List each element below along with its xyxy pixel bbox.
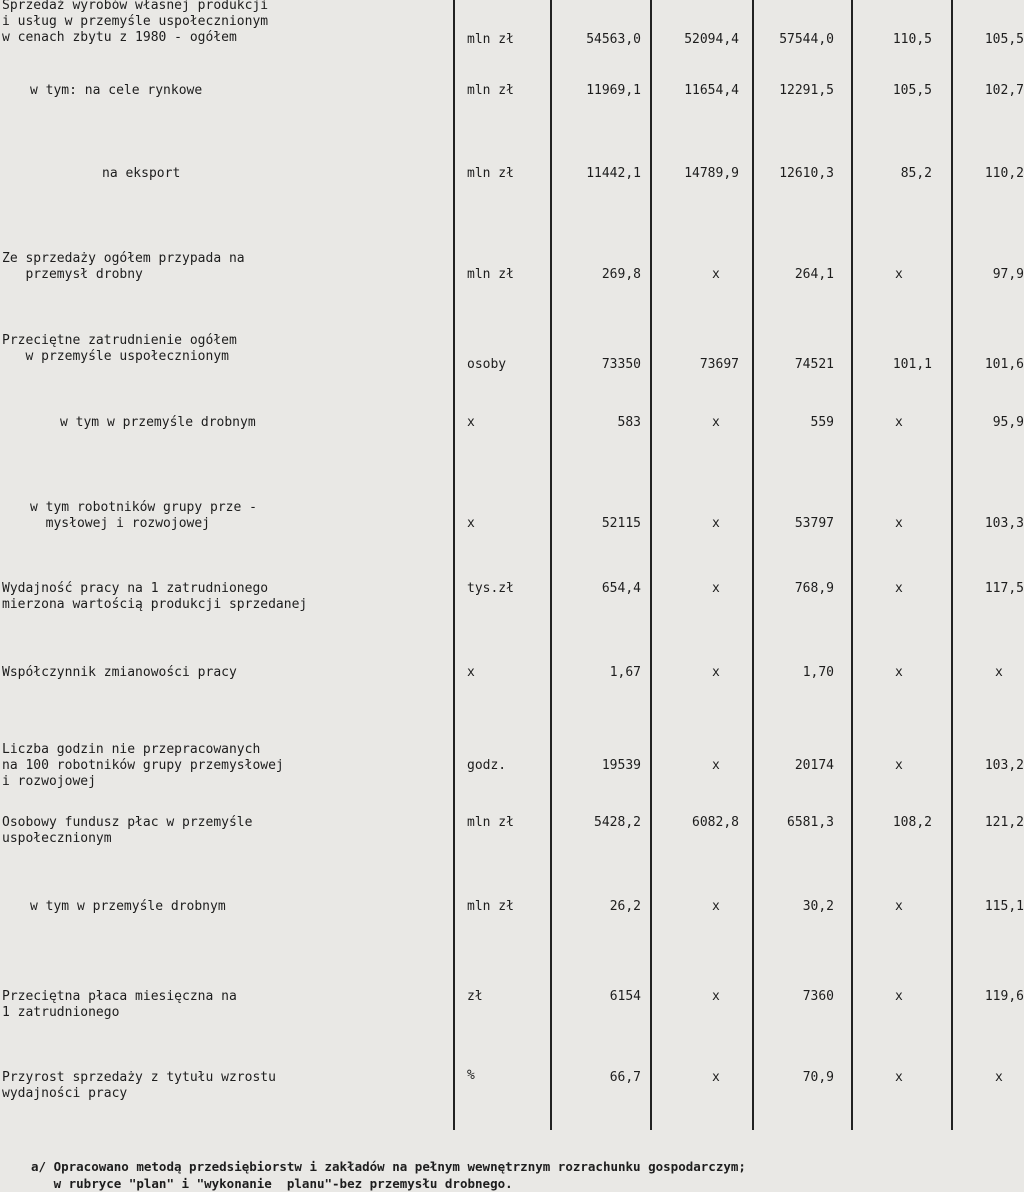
unit-cell: mln zł xyxy=(467,83,514,98)
value-cell: x xyxy=(895,415,903,430)
value-cell: 6154 xyxy=(609,989,641,1004)
unit-cell: mln zł xyxy=(467,166,514,181)
unit-cell: % xyxy=(467,1068,475,1083)
unit-cell: mln zł xyxy=(467,899,514,914)
value-cell: 117,5 xyxy=(984,581,1024,596)
column-rule xyxy=(951,0,953,1130)
value-cell: x xyxy=(712,665,720,680)
value-cell: 1,67 xyxy=(609,665,641,680)
value-cell: x xyxy=(895,989,903,1004)
column-rule xyxy=(550,0,552,1130)
value-cell: 6082,8 xyxy=(692,815,739,830)
row-label: na eksport xyxy=(102,166,181,181)
row-label: w tym: na cele rynkowe xyxy=(30,83,203,98)
value-cell: 264,1 xyxy=(794,267,834,282)
row-label: w tym w przemyśle drobnym xyxy=(30,899,226,914)
value-cell: 101,1 xyxy=(892,357,932,372)
value-cell: 30,2 xyxy=(802,899,834,914)
value-cell: 66,7 xyxy=(609,1070,641,1085)
value-cell: 102,7 xyxy=(984,83,1024,98)
row-label: Wydajność pracy na 1 zatrudnionego mierzona wartością produkcji sprzedanej xyxy=(2,581,308,612)
value-cell: 11442,1 xyxy=(586,166,641,181)
value-cell: 110,2 xyxy=(984,166,1024,181)
value-cell: x xyxy=(712,1070,720,1085)
row-label: w tym w przemyśle drobnym xyxy=(60,415,256,430)
value-cell: 559 xyxy=(810,415,834,430)
value-cell: 53797 xyxy=(794,516,834,531)
value-cell: 654,4 xyxy=(601,581,641,596)
value-cell: 85,2 xyxy=(900,166,932,181)
value-cell: x xyxy=(712,899,720,914)
value-cell: 11654,4 xyxy=(684,83,739,98)
unit-cell: mln zł xyxy=(467,267,514,282)
row-label: Przeciętne zatrudnienie ogółem w przemyśle uspołecznionym xyxy=(2,333,237,364)
value-cell: 14789,9 xyxy=(684,166,739,181)
value-cell: x xyxy=(995,1070,1003,1085)
value-cell: x xyxy=(895,899,903,914)
value-cell: 73350 xyxy=(601,357,641,372)
column-rule xyxy=(453,0,455,1130)
column-rule xyxy=(752,0,754,1130)
value-cell: 768,9 xyxy=(794,581,834,596)
value-cell: 583 xyxy=(617,415,641,430)
value-cell: 110,5 xyxy=(892,32,932,47)
row-label: Przeciętna płaca miesięczna na 1 zatrudnionego xyxy=(2,989,237,1020)
value-cell: x xyxy=(995,665,1003,680)
row-label: Współczynnik zmianowości pracy xyxy=(2,665,237,680)
value-cell: x xyxy=(712,989,720,1004)
unit-cell: mln zł xyxy=(467,32,514,47)
value-cell: 20174 xyxy=(794,758,834,773)
value-cell: 73697 xyxy=(699,357,739,372)
row-label: Przyrost sprzedaży z tytułu wzrostu wydajności pracy xyxy=(2,1070,276,1101)
value-cell: 12291,5 xyxy=(779,83,834,98)
value-cell: 12610,3 xyxy=(779,166,834,181)
unit-cell: x xyxy=(467,516,475,531)
value-cell: 101,6 xyxy=(984,357,1024,372)
value-cell: x xyxy=(712,516,720,531)
value-cell: x xyxy=(712,267,720,282)
unit-cell: x xyxy=(467,415,475,430)
unit-cell: godz. xyxy=(467,758,507,773)
value-cell: 19539 xyxy=(601,758,641,773)
value-cell: 7360 xyxy=(802,989,834,1004)
row-label: w tym robotników grupy prze - mysłowej i rozwojowej xyxy=(30,500,257,531)
value-cell: 5428,2 xyxy=(594,815,641,830)
row-label: Sprzedaż wyrobów własnej produkcji i usług w przemyśle uspołecznionym w cenach zbytu z 1980 - ogółem xyxy=(2,0,269,45)
row-label: Osobowy fundusz płac w przemyśle uspołecznionym xyxy=(2,815,253,846)
value-cell: x xyxy=(895,1070,903,1085)
value-cell: 52094,4 xyxy=(684,32,739,47)
value-cell: 57544,0 xyxy=(779,32,834,47)
value-cell: x xyxy=(712,758,720,773)
value-cell: x xyxy=(895,758,903,773)
column-rule xyxy=(650,0,652,1130)
value-cell: x xyxy=(895,267,903,282)
value-cell: 95,9 xyxy=(992,415,1024,430)
value-cell: 105,5 xyxy=(892,83,932,98)
value-cell: 6581,3 xyxy=(787,815,834,830)
unit-cell: tys.zł xyxy=(467,581,514,596)
value-cell: 74521 xyxy=(794,357,834,372)
value-cell: 269,8 xyxy=(601,267,641,282)
value-cell: 103,3 xyxy=(984,516,1024,531)
value-cell: 108,2 xyxy=(892,815,932,830)
value-cell: 105,5 xyxy=(984,32,1024,47)
value-cell: x xyxy=(895,665,903,680)
value-cell: x xyxy=(895,516,903,531)
value-cell: x xyxy=(712,581,720,596)
value-cell: 121,2 xyxy=(984,815,1024,830)
unit-cell: x xyxy=(467,665,475,680)
unit-cell: mln zł xyxy=(467,815,514,830)
value-cell: 52115 xyxy=(601,516,641,531)
value-cell: 11969,1 xyxy=(586,83,641,98)
row-label: Liczba godzin nie przepracowanych na 100 robotników grupy przemysłowej i rozwojowej xyxy=(2,742,284,789)
column-rule xyxy=(851,0,853,1130)
value-cell: 70,9 xyxy=(802,1070,834,1085)
value-cell: 1,70 xyxy=(802,665,834,680)
value-cell: x xyxy=(712,415,720,430)
footnote: a/ Opracowano metodą przedsiębiorstw i zakładów na pełnym wewnętrznym rozrachunku gospodarczym; w rubryce "plan" i "wykonanie planu"-bez przemysłu drobnego. xyxy=(31,1159,746,1191)
row-label: Ze sprzedaży ogółem przypada na przemysł drobny xyxy=(2,251,245,282)
value-cell: 26,2 xyxy=(609,899,641,914)
value-cell: 115,1 xyxy=(984,899,1024,914)
value-cell: 54563,0 xyxy=(586,32,641,47)
value-cell: 119,6 xyxy=(984,989,1024,1004)
value-cell: x xyxy=(895,581,903,596)
value-cell: 103,2 xyxy=(984,758,1024,773)
unit-cell: zł xyxy=(467,989,483,1004)
value-cell: 97,9 xyxy=(992,267,1024,282)
unit-cell: osoby xyxy=(467,357,507,372)
